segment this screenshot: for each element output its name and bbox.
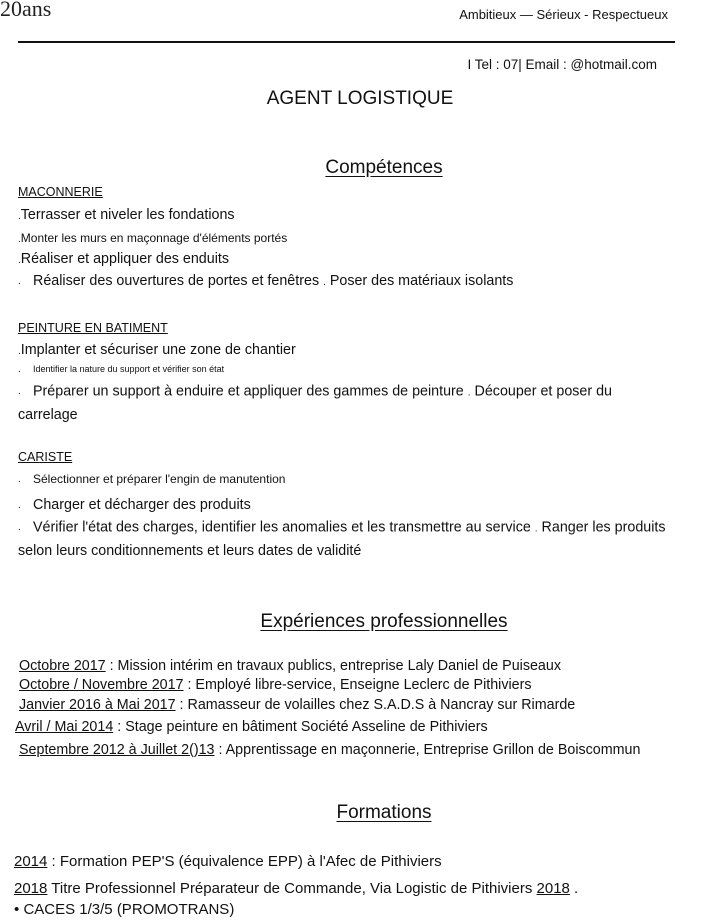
list-item: . Réaliser des ouvertures de portes et fenêtres . Poser des matériaux isolants: [18, 273, 514, 289]
category-maconnerie: MACONNERIE: [18, 185, 103, 199]
list-item: .Réaliser et appliquer des enduits: [18, 251, 230, 267]
formation-item: 2018 Titre Professionnel Préparateur de Commande, Via Logistic de Pithiviers 2018 .: [14, 880, 579, 897]
experience-item: Octobre / Novembre 2017 : Employé libre-service, Enseigne Leclerc de Pithiviers: [19, 677, 532, 693]
list-item: . Sélectionner et préparer l'engin de manutention: [18, 472, 286, 486]
list-item: .Terrasser et niveler les fondations: [18, 207, 235, 223]
experience-item: Septembre 2012 à Juillet 2()13 : Apprentissage en maçonnerie, Entreprise Grillon de Boiscommun: [19, 742, 641, 758]
list-item: . Charger et décharger des produits: [18, 497, 251, 513]
list-item: . Préparer un support à enduire et appliquer des gammes de peinture . Découper et poser du carrelage: [18, 383, 613, 424]
section-title-experiences: Expériences professionnelles: [260, 611, 508, 632]
category-cariste: CARISTE: [18, 450, 73, 464]
list-item: .Monter les murs en maçonnage d'éléments portés: [18, 231, 288, 245]
section-title-competences: Compétences: [325, 157, 443, 178]
qualities: Ambitieux — Sérieux - Respectueux: [459, 7, 668, 22]
age: 20ans: [0, 0, 52, 21]
category-peinture: PEINTURE EN BATIMENT: [18, 321, 168, 335]
experience-item: Avril / Mai 2014 : Stage peinture en bâtiment Société Asseline de Pithiviers: [15, 719, 488, 735]
header-divider: [18, 41, 675, 43]
list-item: . Vérifier l'état des charges, identifier les anomalies et les transmettre au service . Ranger les produits selon leurs conditionnements et leurs dates de validité: [18, 519, 666, 560]
job-title: AGENT LOGISTIQUE: [266, 88, 454, 109]
list-item: .Implanter et sécuriser une zone de chantier: [18, 342, 296, 358]
contact-info: I Tel : 07| Email : @hotmail.com: [467, 57, 657, 72]
section-title-formations: Formations: [336, 802, 432, 823]
formation-item: 2014 : Formation PEP'S (équivalence EPP) à l'Afec de Pithiviers: [14, 853, 442, 870]
list-item: . Identifier la nature du support et vérifier son état: [18, 364, 225, 376]
experience-item: Octobre 2017 : Mission intérim en travaux publics, entreprise Laly Daniel de Puiseaux: [19, 658, 561, 674]
formation-item: • CACES 1/3/5 (PROMOTRANS): [14, 901, 235, 918]
experience-item: Janvier 2016 à Mai 2017 : Ramasseur de volailles chez S.A.D.S à Nancray sur Rimarde: [19, 697, 576, 713]
